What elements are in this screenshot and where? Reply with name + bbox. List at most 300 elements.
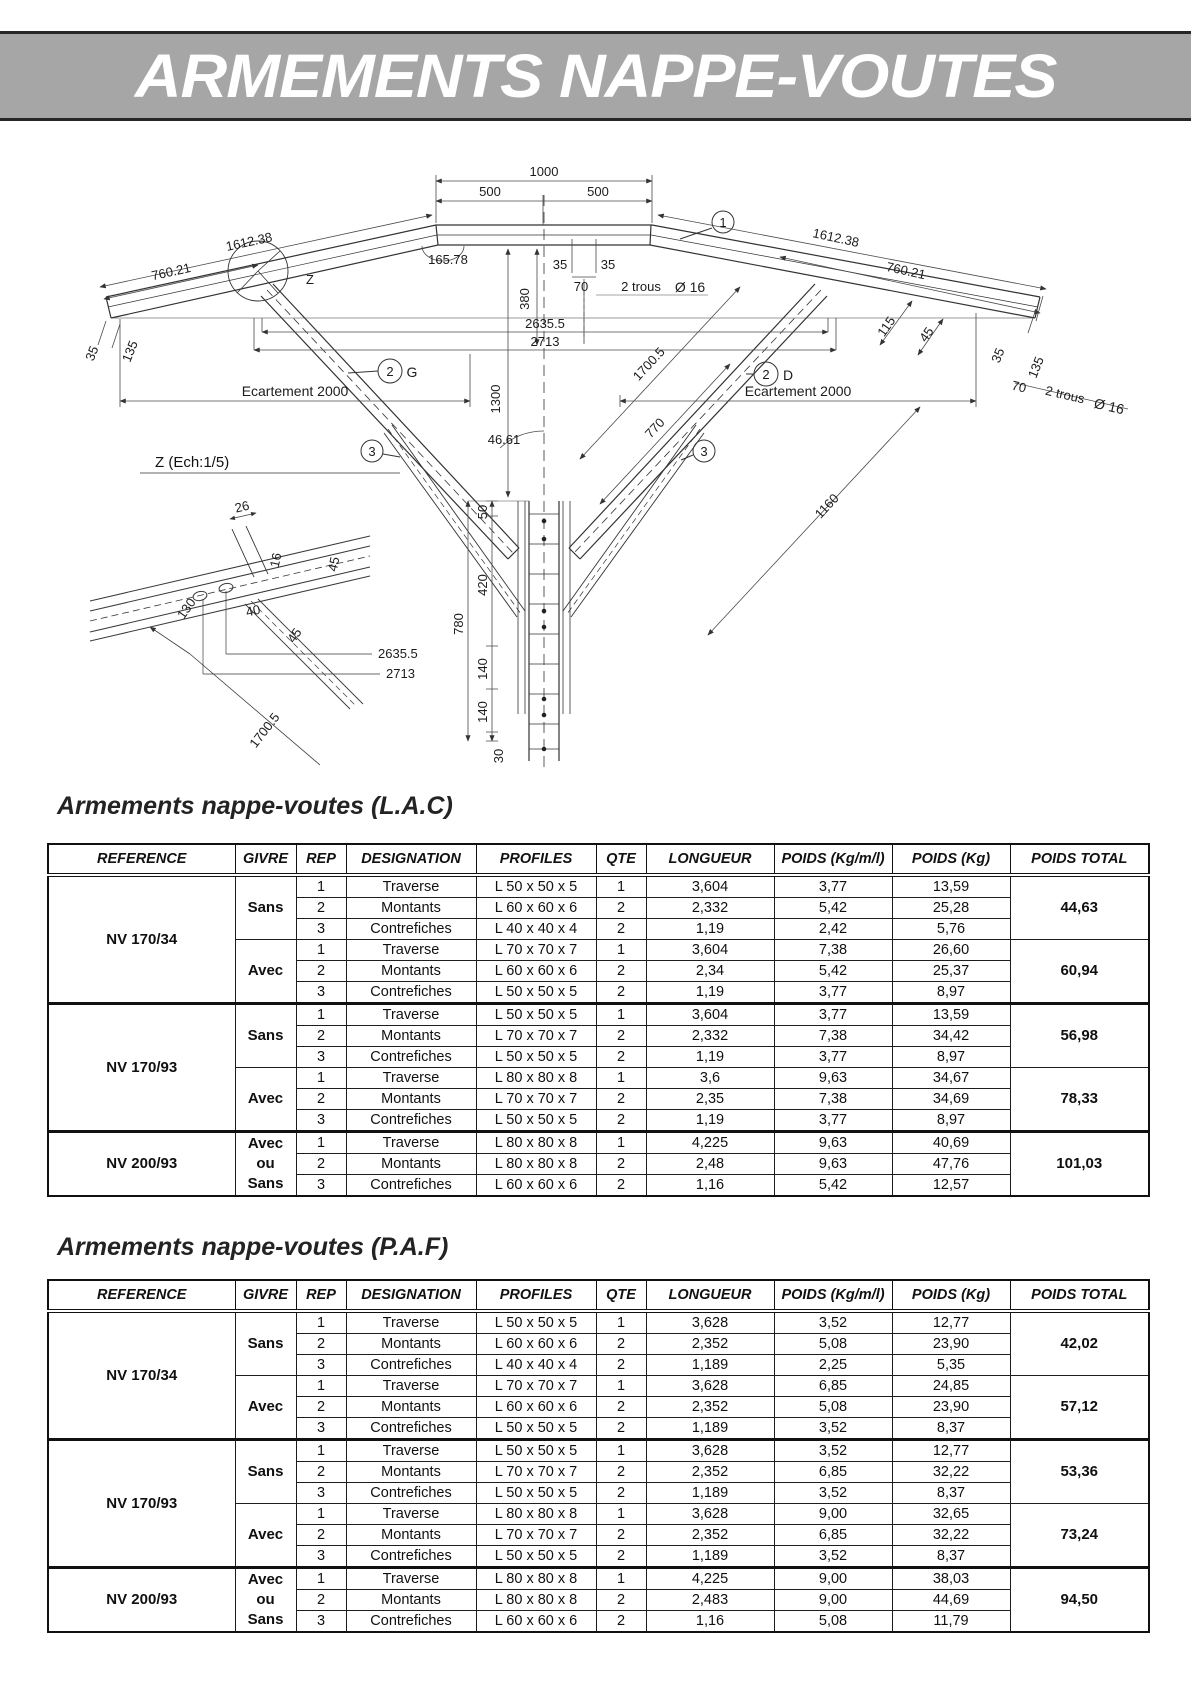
profile-cell: L 50 x 50 x 5 bbox=[476, 875, 596, 898]
poids-ml-cell: 3,77 bbox=[774, 1047, 892, 1068]
poids-cell: 38,03 bbox=[892, 1568, 1010, 1590]
poids-ml-cell: 3,52 bbox=[774, 1546, 892, 1568]
poids-cell: 44,69 bbox=[892, 1590, 1010, 1611]
rep-cell: 2 bbox=[296, 1462, 346, 1483]
dim-height-1300: 1300 bbox=[488, 384, 503, 414]
designation-cell: Contrefiches bbox=[346, 1546, 476, 1568]
longueur-cell: 1,19 bbox=[646, 1110, 774, 1132]
longueur-cell: 3,628 bbox=[646, 1440, 774, 1462]
dim-radius-note: 165.78 bbox=[428, 252, 468, 267]
rep-cell: 3 bbox=[296, 1175, 346, 1197]
profile-cell: L 80 x 80 x 8 bbox=[476, 1590, 596, 1611]
section-title-lac: Armements nappe-voutes (L.A.C) bbox=[57, 792, 453, 820]
poids-cell: 13,59 bbox=[892, 875, 1010, 898]
poids-cell: 34,69 bbox=[892, 1089, 1010, 1110]
column-header-qte: QTE bbox=[596, 1280, 646, 1311]
dim-wing-right-part: 760.21 bbox=[884, 259, 927, 283]
qte-cell: 1 bbox=[596, 1311, 646, 1334]
dim-half-left: 500 bbox=[479, 184, 501, 199]
profile-cell: L 50 x 50 x 5 bbox=[476, 1110, 596, 1132]
dim-det-16: 16 bbox=[266, 551, 285, 569]
profile-cell: L 80 x 80 x 8 bbox=[476, 1068, 596, 1089]
table-row bbox=[48, 875, 1149, 898]
poids-ml-cell: 9,00 bbox=[774, 1590, 892, 1611]
qte-cell: 1 bbox=[596, 1440, 646, 1462]
poids-ml-cell: 5,08 bbox=[774, 1397, 892, 1418]
longueur-cell: 2,332 bbox=[646, 1026, 774, 1047]
rep-cell: 1 bbox=[296, 1004, 346, 1026]
poids-cell: 32,65 bbox=[892, 1504, 1010, 1525]
designation-cell: Contrefiches bbox=[346, 1418, 476, 1440]
dim-endr-135: 135 bbox=[1024, 354, 1047, 381]
poids-ml-cell: 3,77 bbox=[774, 1110, 892, 1132]
rep-cell: 3 bbox=[296, 1110, 346, 1132]
designation-cell: Contrefiches bbox=[346, 1047, 476, 1068]
reference-cell: NV 170/93 bbox=[48, 1440, 235, 1568]
poids-cell: 5,76 bbox=[892, 919, 1010, 940]
poids-cell: 47,76 bbox=[892, 1154, 1010, 1175]
longueur-cell: 1,189 bbox=[646, 1546, 774, 1568]
table-lac bbox=[47, 843, 1150, 1197]
rep-cell: 3 bbox=[296, 1418, 346, 1440]
poids-ml-cell: 9,63 bbox=[774, 1068, 892, 1089]
column-header-poids-kg: POIDS (Kg) bbox=[892, 844, 1010, 875]
profile-cell: L 50 x 50 x 5 bbox=[476, 982, 596, 1004]
designation-cell: Montants bbox=[346, 898, 476, 919]
givre-cell: Avec bbox=[235, 1068, 296, 1132]
designation-cell: Traverse bbox=[346, 940, 476, 961]
poids-total-cell: 44,63 bbox=[1010, 875, 1149, 940]
qte-cell: 1 bbox=[596, 1504, 646, 1525]
rep-cell: 2 bbox=[296, 1397, 346, 1418]
callout-1-label: 1 bbox=[719, 215, 727, 230]
profile-cell: L 80 x 80 x 8 bbox=[476, 1132, 596, 1154]
longueur-cell: 1,16 bbox=[646, 1175, 774, 1197]
poids-ml-cell: 9,00 bbox=[774, 1568, 892, 1590]
reference-cell: NV 170/93 bbox=[48, 1004, 235, 1132]
qte-cell: 2 bbox=[596, 1483, 646, 1504]
poids-ml-cell: 3,52 bbox=[774, 1418, 892, 1440]
designation-cell: Traverse bbox=[346, 1311, 476, 1334]
poids-cell: 34,42 bbox=[892, 1026, 1010, 1047]
profile-cell: L 50 x 50 x 5 bbox=[476, 1546, 596, 1568]
poids-cell: 8,97 bbox=[892, 982, 1010, 1004]
dim-det-2635: 2635.5 bbox=[378, 646, 418, 661]
poids-ml-cell: 7,38 bbox=[774, 1026, 892, 1047]
table-row bbox=[48, 1440, 1149, 1462]
dim-mast-140b: 140 bbox=[475, 701, 490, 723]
callout-2g-suffix: G bbox=[406, 364, 418, 380]
longueur-cell: 3,604 bbox=[646, 940, 774, 961]
rep-cell: 2 bbox=[296, 961, 346, 982]
givre-cell: Sans bbox=[235, 1440, 296, 1504]
dim-det-45a: 45 bbox=[324, 555, 343, 573]
callout-3-right-label: 3 bbox=[700, 444, 708, 459]
givre-cell: Avec ou Sans bbox=[235, 1568, 296, 1633]
poids-ml-cell: 6,85 bbox=[774, 1525, 892, 1546]
rep-cell: 2 bbox=[296, 1525, 346, 1546]
rep-cell: 3 bbox=[296, 1047, 346, 1068]
profile-cell: L 70 x 70 x 7 bbox=[476, 1089, 596, 1110]
longueur-cell: 2,48 bbox=[646, 1154, 774, 1175]
dim-mast-140a: 140 bbox=[475, 658, 490, 680]
poids-cell: 32,22 bbox=[892, 1462, 1010, 1483]
dim-mast-50: 50 bbox=[475, 504, 490, 520]
poids-ml-cell: 2,42 bbox=[774, 919, 892, 940]
designation-cell: Traverse bbox=[346, 1440, 476, 1462]
column-header-longueur: LONGUEUR bbox=[646, 1280, 774, 1311]
poids-cell: 25,28 bbox=[892, 898, 1010, 919]
qte-cell: 1 bbox=[596, 1132, 646, 1154]
poids-cell: 12,57 bbox=[892, 1175, 1010, 1197]
dim-det-40: 40 bbox=[244, 601, 262, 620]
dim-wing-left-total: 1612.38 bbox=[224, 229, 274, 254]
qte-cell: 2 bbox=[596, 1397, 646, 1418]
designation-cell: Montants bbox=[346, 1462, 476, 1483]
poids-cell: 8,37 bbox=[892, 1546, 1010, 1568]
poids-cell: 25,37 bbox=[892, 961, 1010, 982]
dim-ecart-right: Ecartement 2000 bbox=[744, 383, 852, 399]
qte-cell: 2 bbox=[596, 1462, 646, 1483]
longueur-cell: 2,352 bbox=[646, 1462, 774, 1483]
poids-ml-cell: 3,77 bbox=[774, 982, 892, 1004]
reference-cell: NV 170/34 bbox=[48, 1311, 235, 1440]
designation-cell: Montants bbox=[346, 1334, 476, 1355]
dim-endr-dia: Ø 16 bbox=[1092, 394, 1126, 418]
poids-cell: 11,79 bbox=[892, 1611, 1010, 1633]
longueur-cell: 4,225 bbox=[646, 1132, 774, 1154]
longueur-cell: 3,6 bbox=[646, 1068, 774, 1089]
rep-cell: 3 bbox=[296, 919, 346, 940]
dim-det-45b: 45 bbox=[284, 625, 305, 646]
poids-ml-cell: 5,42 bbox=[774, 961, 892, 982]
poids-ml-cell: 9,63 bbox=[774, 1132, 892, 1154]
givre-cell: Sans bbox=[235, 1311, 296, 1376]
designation-cell: Contrefiches bbox=[346, 1175, 476, 1197]
rep-cell: 3 bbox=[296, 982, 346, 1004]
poids-cell: 8,97 bbox=[892, 1110, 1010, 1132]
poids-ml-cell: 5,42 bbox=[774, 1175, 892, 1197]
column-header-poids-kg: POIDS (Kg) bbox=[892, 1280, 1010, 1311]
poids-ml-cell: 3,52 bbox=[774, 1311, 892, 1334]
qte-cell: 2 bbox=[596, 1026, 646, 1047]
designation-cell: Montants bbox=[346, 1026, 476, 1047]
page-title: ARMEMENTS NAPPE-VOUTES bbox=[134, 42, 1057, 110]
qte-cell: 1 bbox=[596, 1068, 646, 1089]
dim-half-right: 500 bbox=[587, 184, 609, 199]
poids-ml-cell: 5,08 bbox=[774, 1334, 892, 1355]
longueur-cell: 2,352 bbox=[646, 1525, 774, 1546]
longueur-cell: 3,628 bbox=[646, 1504, 774, 1525]
longueur-cell: 2,483 bbox=[646, 1590, 774, 1611]
dim-ecart-left: Ecartement 2000 bbox=[241, 383, 349, 399]
table-header-row bbox=[48, 1280, 1149, 1311]
rep-cell: 1 bbox=[296, 1311, 346, 1334]
poids-cell: 8,37 bbox=[892, 1483, 1010, 1504]
givre-cell: Sans bbox=[235, 875, 296, 940]
qte-cell: 2 bbox=[596, 1154, 646, 1175]
dim-top-hole-right: 35 bbox=[600, 257, 616, 272]
poids-cell: 23,90 bbox=[892, 1334, 1010, 1355]
dim-top-hole-left: 35 bbox=[552, 257, 568, 272]
poids-total-cell: 42,02 bbox=[1010, 1311, 1149, 1376]
poids-cell: 24,85 bbox=[892, 1376, 1010, 1397]
table-paf bbox=[47, 1279, 1150, 1633]
givre-cell: Sans bbox=[235, 1004, 296, 1068]
poids-cell: 13,59 bbox=[892, 1004, 1010, 1026]
qte-cell: 2 bbox=[596, 1355, 646, 1376]
poids-total-cell: 94,50 bbox=[1010, 1568, 1149, 1633]
designation-cell: Montants bbox=[346, 1397, 476, 1418]
column-header-designation: DESIGNATION bbox=[346, 844, 476, 875]
longueur-cell: 3,628 bbox=[646, 1311, 774, 1334]
dim-joint-115: 115 bbox=[874, 313, 899, 340]
longueur-cell: 1,189 bbox=[646, 1483, 774, 1504]
poids-ml-cell: 5,42 bbox=[774, 898, 892, 919]
rep-cell: 1 bbox=[296, 1132, 346, 1154]
rep-cell: 1 bbox=[296, 875, 346, 898]
qte-cell: 2 bbox=[596, 961, 646, 982]
dim-joint-45: 45 bbox=[916, 324, 937, 345]
profile-cell: L 70 x 70 x 7 bbox=[476, 1026, 596, 1047]
profile-cell: L 60 x 60 x 6 bbox=[476, 898, 596, 919]
callout-3-left-label: 3 bbox=[368, 444, 376, 459]
poids-total-cell: 101,03 bbox=[1010, 1132, 1149, 1197]
poids-cell: 40,69 bbox=[892, 1132, 1010, 1154]
column-header-rep: REP bbox=[296, 844, 346, 875]
table-row bbox=[48, 1004, 1149, 1026]
qte-cell: 2 bbox=[596, 1418, 646, 1440]
profile-cell: L 60 x 60 x 6 bbox=[476, 1397, 596, 1418]
rep-cell: 1 bbox=[296, 1504, 346, 1525]
poids-cell: 8,97 bbox=[892, 1047, 1010, 1068]
rep-cell: 2 bbox=[296, 1590, 346, 1611]
designation-cell: Traverse bbox=[346, 875, 476, 898]
table-row bbox=[48, 1132, 1149, 1154]
qte-cell: 1 bbox=[596, 940, 646, 961]
column-header-poids-ml: POIDS (Kg/m/l) bbox=[774, 844, 892, 875]
designation-cell: Montants bbox=[346, 1089, 476, 1110]
poids-ml-cell: 7,38 bbox=[774, 1089, 892, 1110]
poids-cell: 5,35 bbox=[892, 1355, 1010, 1376]
designation-cell: Montants bbox=[346, 1154, 476, 1175]
dim-span-top: 1000 bbox=[529, 164, 559, 179]
designation-cell: Traverse bbox=[346, 1004, 476, 1026]
dim-brace-770: 770 bbox=[641, 414, 668, 441]
detail-z-sketch bbox=[90, 473, 400, 765]
reference-cell: NV 200/93 bbox=[48, 1568, 235, 1633]
dim-mast-420: 420 bbox=[475, 574, 490, 596]
poids-ml-cell: 3,77 bbox=[774, 875, 892, 898]
detail-z-title: Z (Ech:1/5) bbox=[155, 454, 230, 471]
profile-cell: L 80 x 80 x 8 bbox=[476, 1504, 596, 1525]
dim-contre-1160: 1160 bbox=[811, 490, 842, 522]
column-header-givre: GIVRE bbox=[235, 844, 296, 875]
longueur-cell: 2,332 bbox=[646, 898, 774, 919]
poids-total-cell: 78,33 bbox=[1010, 1068, 1149, 1132]
longueur-cell: 4,225 bbox=[646, 1568, 774, 1590]
rep-cell: 1 bbox=[296, 1068, 346, 1089]
poids-total-cell: 73,24 bbox=[1010, 1504, 1149, 1568]
qte-cell: 2 bbox=[596, 919, 646, 940]
dim-endr-note: 2 trous bbox=[1043, 382, 1087, 407]
column-header-designation: DESIGNATION bbox=[346, 1280, 476, 1311]
section-title-paf: Armements nappe-voutes (P.A.F) bbox=[57, 1233, 449, 1261]
poids-cell: 26,60 bbox=[892, 940, 1010, 961]
longueur-cell: 1,189 bbox=[646, 1418, 774, 1440]
qte-cell: 2 bbox=[596, 1110, 646, 1132]
designation-cell: Contrefiches bbox=[346, 1355, 476, 1376]
profile-cell: L 70 x 70 x 7 bbox=[476, 1525, 596, 1546]
longueur-cell: 2,34 bbox=[646, 961, 774, 982]
designation-cell: Traverse bbox=[346, 1504, 476, 1525]
dim-top-holes-dia: Ø 16 bbox=[674, 279, 706, 295]
designation-cell: Traverse bbox=[346, 1376, 476, 1397]
qte-cell: 2 bbox=[596, 1334, 646, 1355]
dim-det-2713: 2713 bbox=[386, 666, 415, 681]
dim-mast-780: 780 bbox=[451, 613, 466, 635]
callout-2d-suffix: D bbox=[782, 367, 794, 383]
designation-cell: Montants bbox=[346, 1590, 476, 1611]
rep-cell: 1 bbox=[296, 1568, 346, 1590]
rep-cell: 2 bbox=[296, 1334, 346, 1355]
profile-cell: L 60 x 60 x 6 bbox=[476, 1175, 596, 1197]
reference-cell: NV 170/34 bbox=[48, 875, 235, 1004]
designation-cell: Contrefiches bbox=[346, 1483, 476, 1504]
poids-cell: 23,90 bbox=[892, 1397, 1010, 1418]
drawing-labels bbox=[82, 164, 1126, 763]
longueur-cell: 2,35 bbox=[646, 1089, 774, 1110]
column-header-longueur: LONGUEUR bbox=[646, 844, 774, 875]
longueur-cell: 3,604 bbox=[646, 1004, 774, 1026]
dim-endr-70: 70 bbox=[1010, 377, 1028, 396]
poids-ml-cell: 7,38 bbox=[774, 940, 892, 961]
column-header-poids-ml: POIDS (Kg/m/l) bbox=[774, 1280, 892, 1311]
dim-mast-30: 30 bbox=[491, 748, 506, 764]
reference-cell: NV 200/93 bbox=[48, 1132, 235, 1197]
column-header-poids-total: POIDS TOTAL bbox=[1010, 844, 1149, 875]
callout-bubbles bbox=[348, 211, 778, 462]
rep-cell: 3 bbox=[296, 1546, 346, 1568]
dim-det-26: 26 bbox=[233, 497, 251, 516]
poids-ml-cell: 3,52 bbox=[774, 1483, 892, 1504]
profile-cell: L 50 x 50 x 5 bbox=[476, 1311, 596, 1334]
column-header-rep: REP bbox=[296, 1280, 346, 1311]
poids-ml-cell: 3,52 bbox=[774, 1440, 892, 1462]
rep-cell: 2 bbox=[296, 1154, 346, 1175]
qte-cell: 1 bbox=[596, 1568, 646, 1590]
dim-wing-left-part: 760.21 bbox=[150, 260, 193, 284]
dim-det-1700: 1700.5 bbox=[246, 709, 283, 751]
rep-cell: 3 bbox=[296, 1355, 346, 1376]
rep-cell: 3 bbox=[296, 1483, 346, 1504]
dim-det-130: 130 bbox=[173, 595, 199, 622]
longueur-cell: 1,19 bbox=[646, 1047, 774, 1068]
longueur-cell: 1,19 bbox=[646, 982, 774, 1004]
table-row bbox=[48, 1311, 1149, 1334]
qte-cell: 2 bbox=[596, 1611, 646, 1633]
dim-chord-2713: 2713 bbox=[530, 334, 560, 349]
dim-endl-135: 135 bbox=[118, 338, 141, 365]
profile-cell: L 70 x 70 x 7 bbox=[476, 1462, 596, 1483]
qte-cell: 2 bbox=[596, 1525, 646, 1546]
qte-cell: 2 bbox=[596, 982, 646, 1004]
givre-cell: Avec bbox=[235, 1504, 296, 1568]
rep-cell: 3 bbox=[296, 1611, 346, 1633]
profile-cell: L 60 x 60 x 6 bbox=[476, 1334, 596, 1355]
qte-cell: 2 bbox=[596, 1546, 646, 1568]
poids-ml-cell: 6,85 bbox=[774, 1462, 892, 1483]
givre-cell: Avec bbox=[235, 940, 296, 1004]
poids-total-cell: 60,94 bbox=[1010, 940, 1149, 1004]
poids-cell: 32,22 bbox=[892, 1525, 1010, 1546]
qte-cell: 2 bbox=[596, 1175, 646, 1197]
designation-cell: Contrefiches bbox=[346, 982, 476, 1004]
designation-cell: Montants bbox=[346, 1525, 476, 1546]
dim-angle-4661: 46.61 bbox=[487, 432, 521, 447]
poids-ml-cell: 9,63 bbox=[774, 1154, 892, 1175]
column-header-givre: GIVRE bbox=[235, 1280, 296, 1311]
profile-cell: L 80 x 80 x 8 bbox=[476, 1568, 596, 1590]
givre-cell: Avec ou Sans bbox=[235, 1132, 296, 1197]
longueur-cell: 3,604 bbox=[646, 875, 774, 898]
poids-cell: 12,77 bbox=[892, 1440, 1010, 1462]
rep-cell: 1 bbox=[296, 1376, 346, 1397]
longueur-cell: 1,16 bbox=[646, 1611, 774, 1633]
profile-cell: L 50 x 50 x 5 bbox=[476, 1483, 596, 1504]
profile-cell: L 40 x 40 x 4 bbox=[476, 1355, 596, 1376]
qte-cell: 2 bbox=[596, 1089, 646, 1110]
qte-cell: 1 bbox=[596, 1004, 646, 1026]
longueur-cell: 2,352 bbox=[646, 1397, 774, 1418]
qte-cell: 2 bbox=[596, 1590, 646, 1611]
dim-strut-1700: 1700.5 bbox=[629, 344, 668, 384]
poids-cell: 34,67 bbox=[892, 1068, 1010, 1089]
qte-cell: 2 bbox=[596, 898, 646, 919]
qte-cell: 1 bbox=[596, 875, 646, 898]
callout-2d-label: 2 bbox=[762, 367, 770, 382]
designation-cell: Traverse bbox=[346, 1068, 476, 1089]
dim-endr-35: 35 bbox=[988, 345, 1008, 365]
rep-cell: 2 bbox=[296, 898, 346, 919]
column-header-poids-total: POIDS TOTAL bbox=[1010, 1280, 1149, 1311]
truss-technical-drawing bbox=[40, 146, 1150, 772]
rep-cell: 2 bbox=[296, 1089, 346, 1110]
longueur-cell: 1,19 bbox=[646, 919, 774, 940]
profile-cell: L 70 x 70 x 7 bbox=[476, 940, 596, 961]
poids-cell: 8,37 bbox=[892, 1418, 1010, 1440]
poids-total-cell: 53,36 bbox=[1010, 1440, 1149, 1504]
designation-cell: Contrefiches bbox=[346, 1611, 476, 1633]
column-header-reference: REFERENCE bbox=[48, 844, 235, 875]
poids-total-cell: 57,12 bbox=[1010, 1376, 1149, 1440]
z-reference-label: Z bbox=[306, 272, 314, 287]
designation-cell: Traverse bbox=[346, 1568, 476, 1590]
profile-cell: L 50 x 50 x 5 bbox=[476, 1047, 596, 1068]
rep-cell: 2 bbox=[296, 1026, 346, 1047]
poids-ml-cell: 3,77 bbox=[774, 1004, 892, 1026]
qte-cell: 1 bbox=[596, 1376, 646, 1397]
column-header-qte: QTE bbox=[596, 844, 646, 875]
table-header-row bbox=[48, 844, 1149, 875]
longueur-cell: 1,189 bbox=[646, 1355, 774, 1376]
givre-cell: Avec bbox=[235, 1376, 296, 1440]
dim-chord-2635: 2635.5 bbox=[525, 316, 565, 331]
longueur-cell: 3,628 bbox=[646, 1376, 774, 1397]
profile-cell: L 50 x 50 x 5 bbox=[476, 1004, 596, 1026]
profile-cell: L 70 x 70 x 7 bbox=[476, 1376, 596, 1397]
poids-cell: 12,77 bbox=[892, 1311, 1010, 1334]
